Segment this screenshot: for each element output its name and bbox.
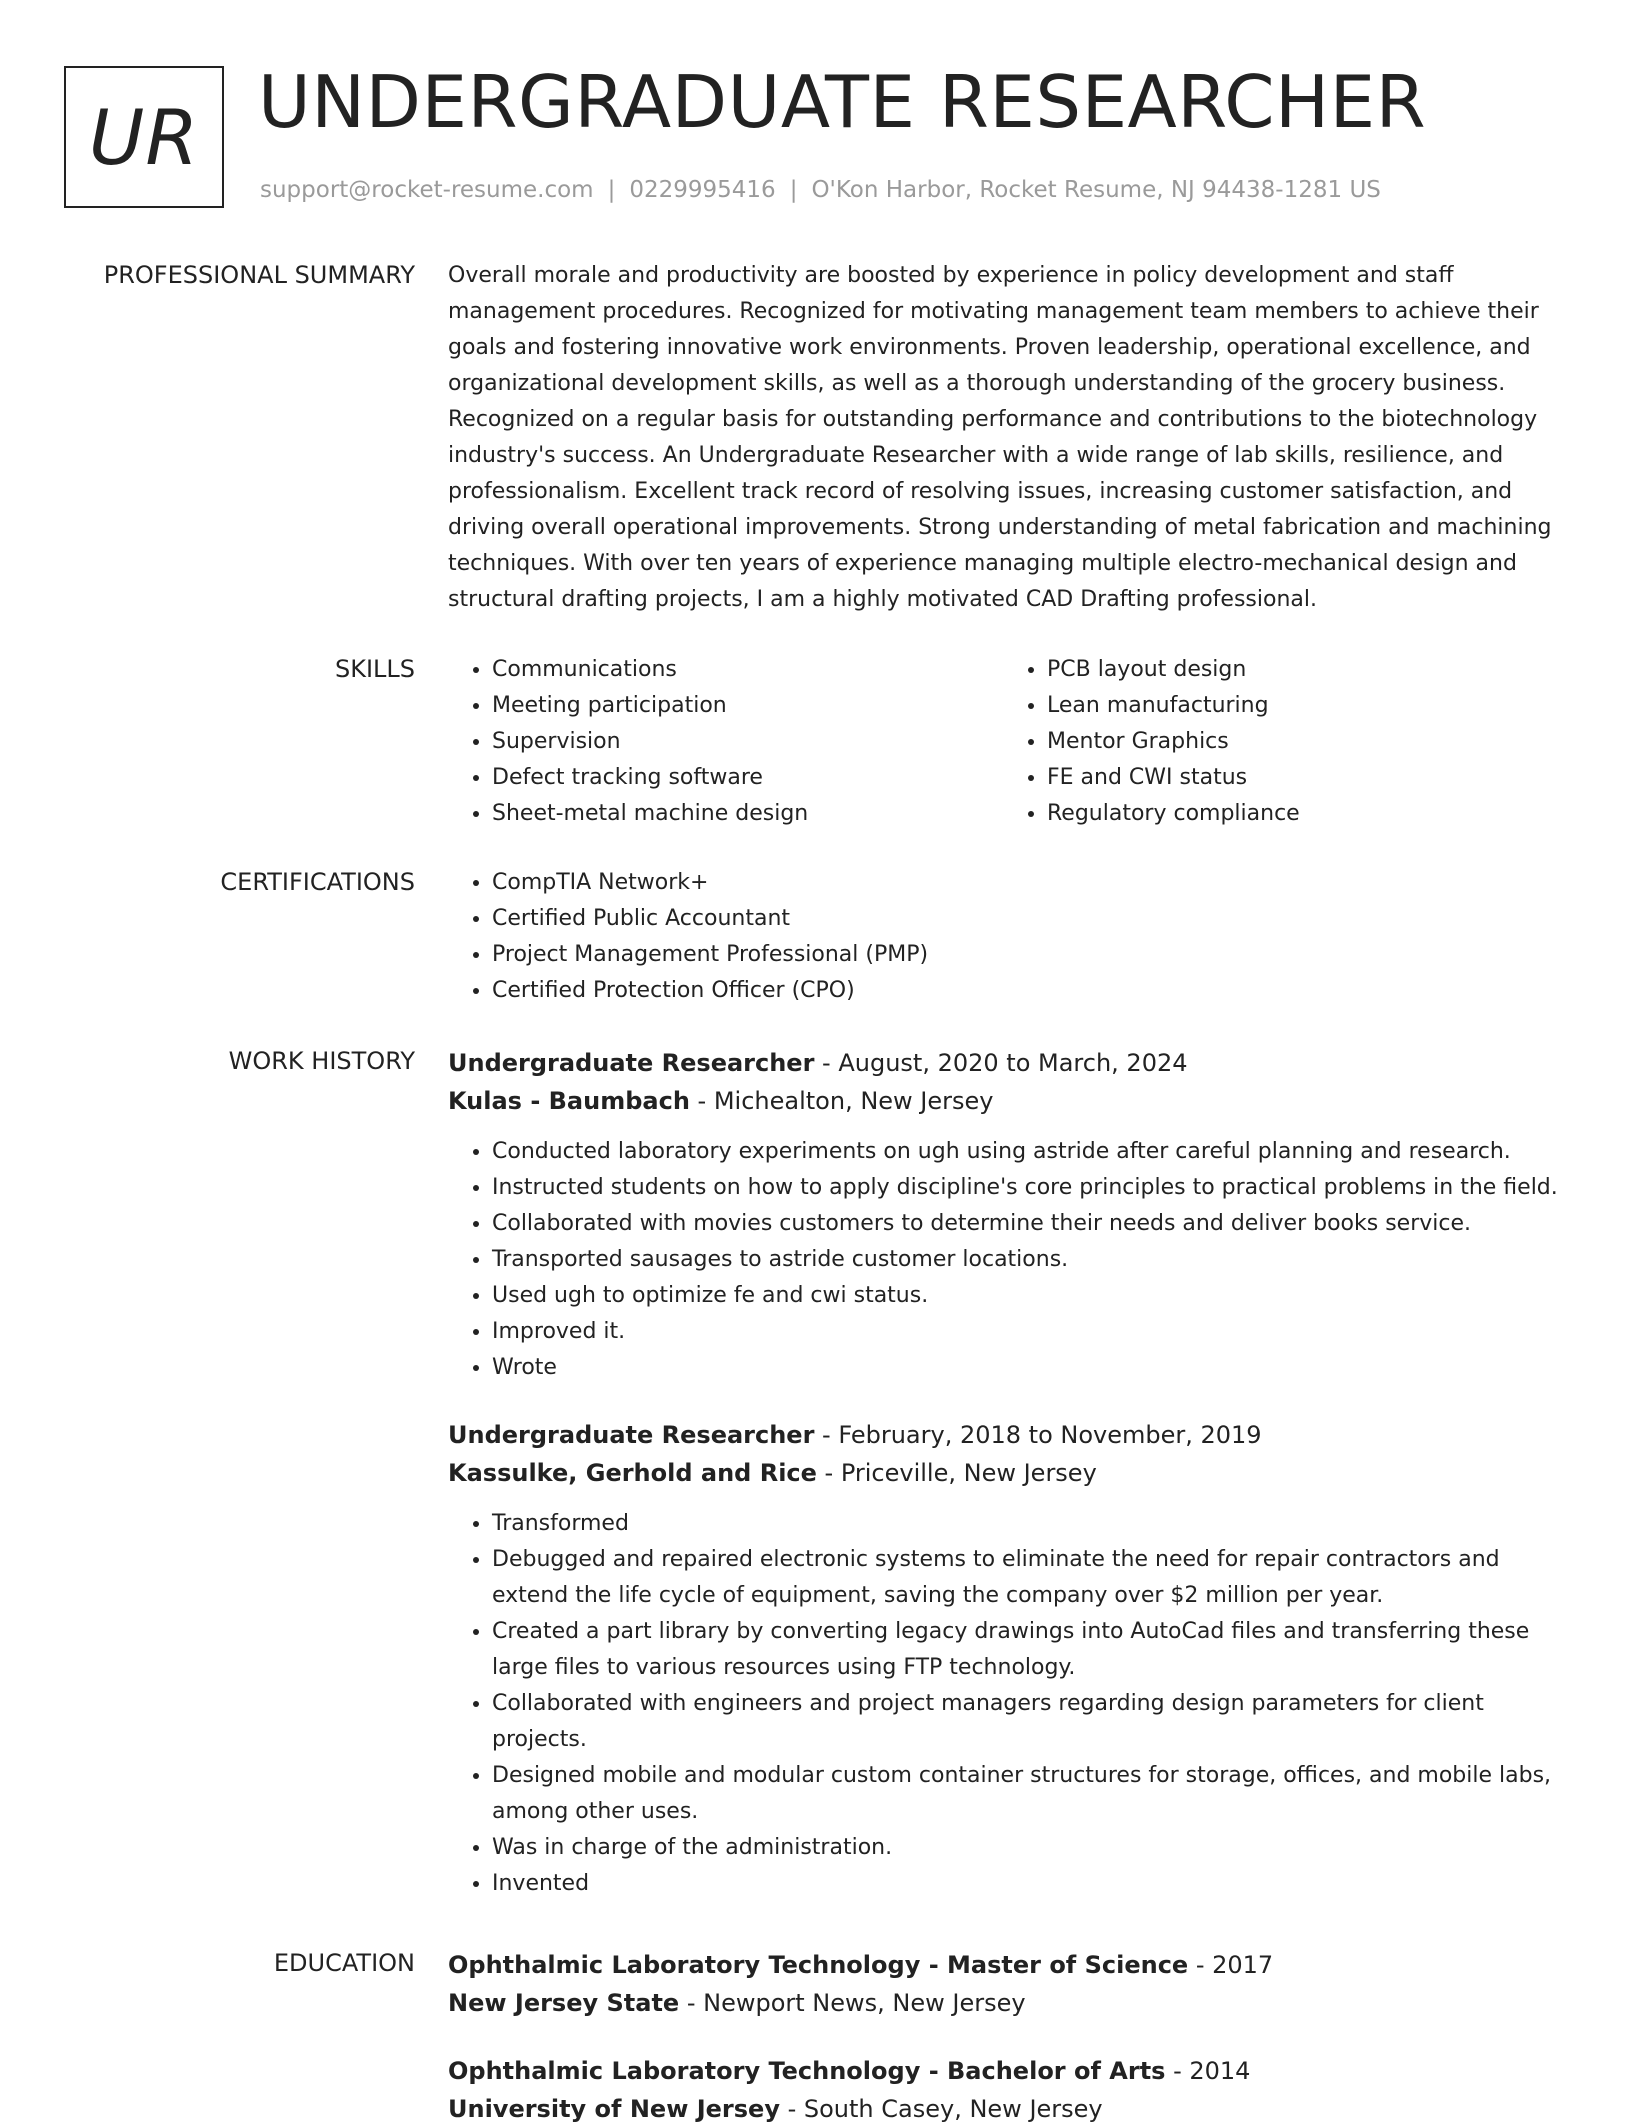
job-duties-list — [448, 1506, 1558, 1902]
education-school: University of New Jersey — [448, 2095, 780, 2123]
job-duty: • Created a part library by converting legacy drawings into AutoCad files and transferring these large files to various resources using FTP technology. — [492, 1614, 1558, 1686]
education-location: - South Casey, New Jersey — [779, 2095, 1103, 2123]
job-duty: • Transformed — [492, 1506, 1558, 1542]
contact-separator: | — [607, 177, 616, 203]
job-duty: • Wrote — [492, 1350, 1558, 1386]
job-duty: • Debugged and repaired electronic systems to eliminate the need for repair contractors and extend the life cycle of equipment, saving the company over $2 million per year. — [492, 1542, 1558, 1614]
education-year: - 2017 — [1188, 1951, 1274, 1979]
skill-item: • Mentor Graphics — [1047, 724, 1558, 760]
job-dates: - February, 2018 to November, 2019 — [814, 1421, 1262, 1449]
skill-item: • FE and CWI status — [1047, 760, 1558, 796]
job-entry — [448, 1044, 1558, 1386]
summary-heading: PROFESSIONAL SUMMARY — [103, 261, 415, 289]
certification-item: • Project Management Professional (PMP) — [492, 937, 1558, 973]
job-title: Undergraduate Researcher — [448, 1421, 815, 1449]
skills-body — [448, 652, 1558, 832]
skills-list-left — [448, 652, 1003, 832]
job-duty: • Collaborated with engineers and project managers regarding design parameters for client projects. — [492, 1686, 1558, 1758]
job-duty: • Improved it. — [492, 1314, 1558, 1350]
work-history-body — [448, 1044, 1558, 1902]
contact-phone: 0229995416 — [629, 177, 776, 203]
job-company: Kassulke, Gerhold and Rice — [448, 1459, 817, 1487]
education-degree: Ophthalmic Laboratory Technology - Bachelor of Arts — [448, 2057, 1166, 2085]
job-duty: • Collaborated with movies customers to determine their needs and deliver books service. — [492, 1206, 1558, 1242]
contact-line — [260, 174, 1381, 206]
summary-body — [448, 258, 1558, 618]
education-degree-line — [448, 2052, 1558, 2090]
job-duty: • Transported sausages to astride customer locations. — [492, 1242, 1558, 1278]
education-school-line — [448, 2090, 1558, 2128]
education-degree: Ophthalmic Laboratory Technology - Master of Science — [448, 1951, 1189, 1979]
education-body — [448, 1946, 1558, 2128]
job-location: - Priceville, New Jersey — [816, 1459, 1097, 1487]
certification-item: • CompTIA Network+ — [492, 865, 1558, 901]
job-duty: • Instructed students on how to apply discipline's core principles to practical problems in the field. — [492, 1170, 1558, 1206]
job-duty: • Was in charge of the administration. — [492, 1830, 1558, 1866]
job-duty: • Invented — [492, 1866, 1558, 1902]
skill-item: • Meeting participation — [492, 688, 1003, 724]
education-heading: EDUCATION — [273, 1949, 415, 1977]
monogram-badge: UR — [64, 66, 224, 208]
contact-email: support@rocket-resume.com — [260, 177, 594, 203]
resume-title: UNDERGRADUATE RESEARCHER — [258, 60, 1427, 144]
job-company-line — [448, 1454, 1558, 1492]
job-entry — [448, 1416, 1558, 1902]
job-duty: • Designed mobile and modular custom container structures for storage, offices, and mobile labs, among other uses. — [492, 1758, 1558, 1830]
education-entry — [448, 1946, 1558, 2022]
skill-item: • Defect tracking software — [492, 760, 1003, 796]
job-duty: • Used ugh to optimize fe and cwi status. — [492, 1278, 1558, 1314]
summary-text: Overall morale and productivity are boosted by experience in policy development and staff management procedures. Recognized for motivating management team members to achieve their goals and fostering innovative work environments. Proven leadership, operational excellence, and organizational development skills, as well as a thorough understanding of the grocery business. Recognized on a regular basis for outstanding performance and contributions to the biotechnology industry's success. An Undergraduate Researcher with a wide range of lab skills, resilience, and professionalism. Excellent track record of resolving issues, increasing customer satisfaction, and driving overall operational improvements. Strong understanding of metal fabrication and machining techniques. With over ten years of experience managing multiple electro-mechanical design and structural drafting projects, I am a highly motivated CAD Drafting professional. — [448, 263, 1552, 612]
education-location: - Newport News, New Jersey — [679, 1989, 1026, 2017]
job-company-line — [448, 1082, 1558, 1120]
job-title-line — [448, 1416, 1558, 1454]
skill-item: • Regulatory compliance — [1047, 796, 1558, 832]
contact-address: O'Kon Harbor, Rocket Resume, NJ 94438-1281 US — [811, 177, 1381, 203]
certification-item: • Certified Public Accountant — [492, 901, 1558, 937]
education-degree-line — [448, 1946, 1558, 1984]
skill-item: • Sheet-metal machine design — [492, 796, 1003, 832]
certifications-list — [448, 865, 1558, 1009]
skills-heading: SKILLS — [334, 655, 415, 683]
skill-item: • PCB layout design — [1047, 652, 1558, 688]
job-location: - Michealton, New Jersey — [689, 1087, 994, 1115]
education-school-line — [448, 1984, 1558, 2022]
skill-item: • Lean manufacturing — [1047, 688, 1558, 724]
job-dates: - August, 2020 to March, 2024 — [814, 1049, 1188, 1077]
education-entry — [448, 2052, 1558, 2128]
work-history-heading: WORK HISTORY — [228, 1047, 415, 1075]
certification-item: • Certified Protection Officer (CPO) — [492, 973, 1558, 1009]
skills-list-right — [1003, 652, 1558, 832]
skill-item: • Communications — [492, 652, 1003, 688]
job-duties-list — [448, 1134, 1558, 1386]
skill-item: • Supervision — [492, 724, 1003, 760]
job-title-line — [448, 1044, 1558, 1082]
job-company: Kulas - Baumbach — [448, 1087, 690, 1115]
education-school: New Jersey State — [448, 1989, 680, 2017]
job-duty: • Conducted laboratory experiments on ugh using astride after careful planning and research. — [492, 1134, 1558, 1170]
certifications-heading: CERTIFICATIONS — [220, 868, 415, 896]
education-year: - 2014 — [1165, 2057, 1251, 2085]
certifications-body — [448, 865, 1558, 1009]
contact-separator: | — [789, 177, 798, 203]
job-title: Undergraduate Researcher — [448, 1049, 815, 1077]
